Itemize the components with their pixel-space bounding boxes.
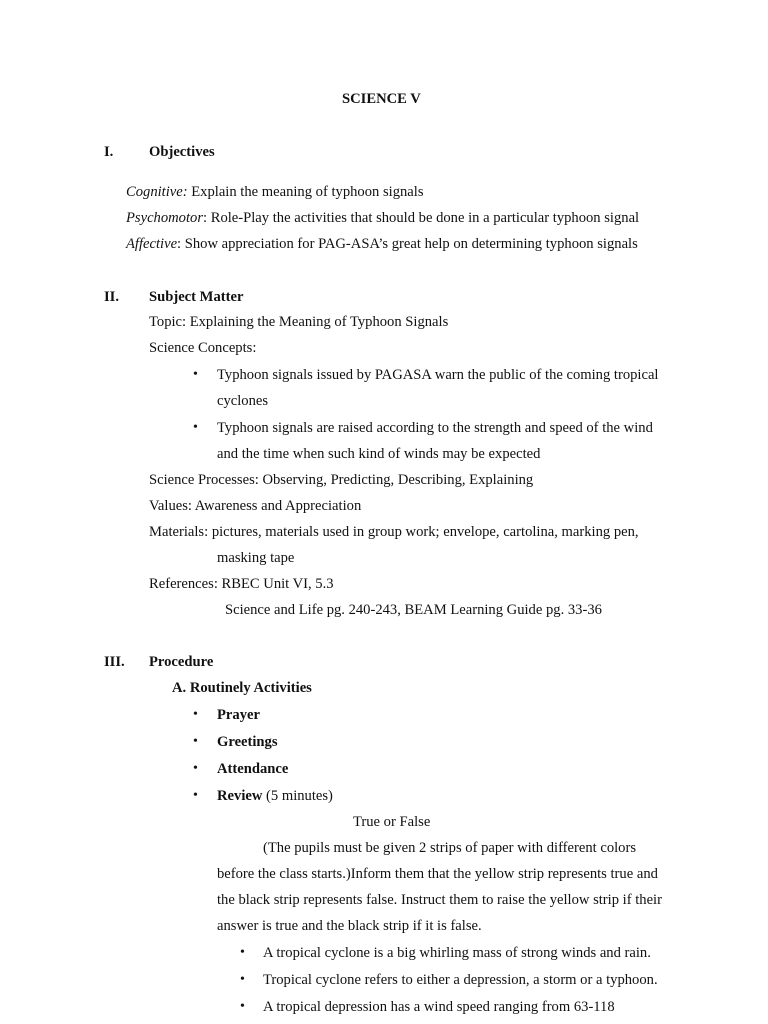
review-time: (5 minutes)	[262, 788, 333, 804]
section-numeral-subject-matter: II.	[104, 289, 120, 305]
concept-1-line-2: cyclones	[217, 393, 269, 409]
bullet-icon: •	[240, 999, 245, 1014]
instruction-line-1: (The pupils must be given 2 strips of paper with different colors	[263, 840, 637, 856]
section-heading-objectives: Objectives	[149, 144, 215, 160]
activity-review	[217, 787, 333, 805]
concept-1-line-1: Typhoon signals issued by PAGASA warn the public of the coming tropical	[217, 367, 659, 383]
instruction-line-2: before the class starts.)Inform them that the yellow strip represents true and	[217, 866, 658, 882]
section-heading-subject-matter: Subject Matter	[149, 289, 244, 305]
statement-1: A tropical cyclone is a big whirling mass of strong winds and rain.	[263, 945, 651, 961]
bullet-icon: •	[193, 707, 198, 722]
true-or-false-heading: True or False	[353, 814, 431, 830]
instruction-line-3: the black strip represents false. Instruct them to raise the yellow strip if their	[217, 892, 662, 908]
routinely-activities-heading: A. Routinely Activities	[172, 680, 312, 696]
psychomotor-text: : Role-Play the activities that should be done in a particular typhoon signal	[203, 210, 640, 226]
bullet-icon: •	[240, 945, 245, 960]
bullet-icon: •	[193, 788, 198, 803]
objective-psychomotor	[126, 209, 639, 227]
instruction-line-4: answer is true and the black strip if it is false.	[217, 918, 482, 934]
section-numeral-objectives: I.	[104, 144, 114, 160]
values-line: Values: Awareness and Appreciation	[149, 498, 362, 514]
topic-line: Topic: Explaining the Meaning of Typhoon Signals	[149, 314, 449, 330]
bullet-icon: •	[193, 367, 198, 382]
statement-3: A tropical depression has a wind speed ranging from 63-118	[263, 999, 615, 1015]
bullet-icon: •	[193, 761, 198, 776]
bullet-icon: •	[193, 420, 198, 435]
materials-line-1: Materials: pictures, materials used in group work; envelope, cartolina, marking pen,	[149, 524, 639, 540]
statement-2: Tropical cyclone refers to either a depression, a storm or a typhoon.	[263, 972, 658, 988]
activity-greetings: Greetings	[217, 734, 278, 750]
bullet-icon: •	[240, 972, 245, 987]
bullet-icon: •	[193, 734, 198, 749]
concept-2-line-1: Typhoon signals are raised according to the strength and speed of the wind	[217, 420, 653, 436]
affective-text: : Show appreciation for PAG-ASA’s great help on determining typhoon signals	[177, 236, 638, 252]
cognitive-label: Cognitive:	[126, 184, 188, 200]
concept-2-line-2: and the time when such kind of winds may be expected	[217, 446, 541, 462]
objective-cognitive	[126, 183, 424, 201]
section-heading-procedure: Procedure	[149, 654, 214, 670]
affective-label: Affective	[126, 236, 178, 252]
page-title: SCIENCE V	[342, 91, 421, 107]
psychomotor-label: Psychomotor	[126, 210, 204, 226]
science-concepts-label: Science Concepts:	[149, 340, 257, 356]
activity-prayer: Prayer	[217, 707, 260, 723]
cognitive-text: Explain the meaning of typhoon signals	[187, 184, 424, 200]
materials-line-2: masking tape	[217, 550, 295, 566]
references-line-2: Science and Life pg. 240-243, BEAM Learning Guide pg. 33-36	[225, 602, 602, 618]
science-processes: Science Processes: Observing, Predicting, Describing, Explaining	[149, 472, 534, 488]
references-line-1: References: RBEC Unit VI, 5.3	[149, 576, 334, 592]
review-label: Review	[217, 788, 263, 804]
objective-affective	[126, 235, 638, 253]
section-numeral-procedure: III.	[104, 654, 125, 670]
activity-attendance: Attendance	[217, 761, 289, 777]
